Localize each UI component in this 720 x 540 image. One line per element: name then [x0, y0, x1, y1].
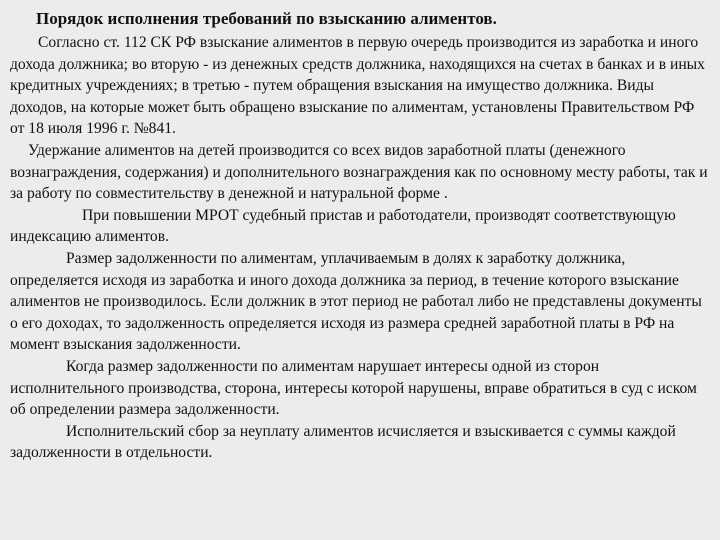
paragraph-debt-amount: Размер задолженности по алиментам, уплачиваемым в долях к заработку должника, определяется исходя из заработка и иного дохода должника за период, в течение которого взыскание алиментов не производилось. Если должник в этот период не работал либо не представлены документы о его доходах, то задолженность определяется исходя из размера средней заработной платы в РФ на момент взыскания задолженности. [10, 249, 702, 354]
paragraph-child-support-deduction: Удержание алиментов на детей производится со всех видов заработной платы (денежного вознаграждения, содержания) и дополнительного вознаграждения как по основному месту работы, так и за работу по совместительству в денежной и натуральной форме . [10, 141, 708, 203]
paragraph-court-claim: Когда размер задолженности по алиментам нарушает интересы одной из сторон исполнительного производства, сторона, интересы которой нарушены, вправе обратиться в суд с иском об определении размера задолженности. [10, 357, 697, 419]
document-title: Порядок исполнения требований по взысканию алиментов. [36, 9, 497, 28]
paragraph-enforcement-fee: Исполнительский сбор за неуплату алиментов исчисляется и взыскивается с суммы каждой задолженности в отдельности. [10, 422, 676, 462]
paragraph-collection-order: Согласно ст. 112 СК РФ взыскание алиментов в первую очередь производится из заработка и иного дохода должника; во вторую - из денежных средств должника, находящихся на счетах в банках и в иных кредитных учреждениях; в третью - путем обращения взыскания на имущество должника. Виды доходов, на которые может быть обращено взыскание по алиментам, установлены Правительством РФ от 18 июля 1996 г. №841. [10, 34, 705, 138]
document-body [10, 32, 710, 464]
paragraph-mrot-indexation: При повышении МРОТ судебный пристав и работодатели, производят соответствующую индексацию алиментов. [10, 206, 676, 246]
